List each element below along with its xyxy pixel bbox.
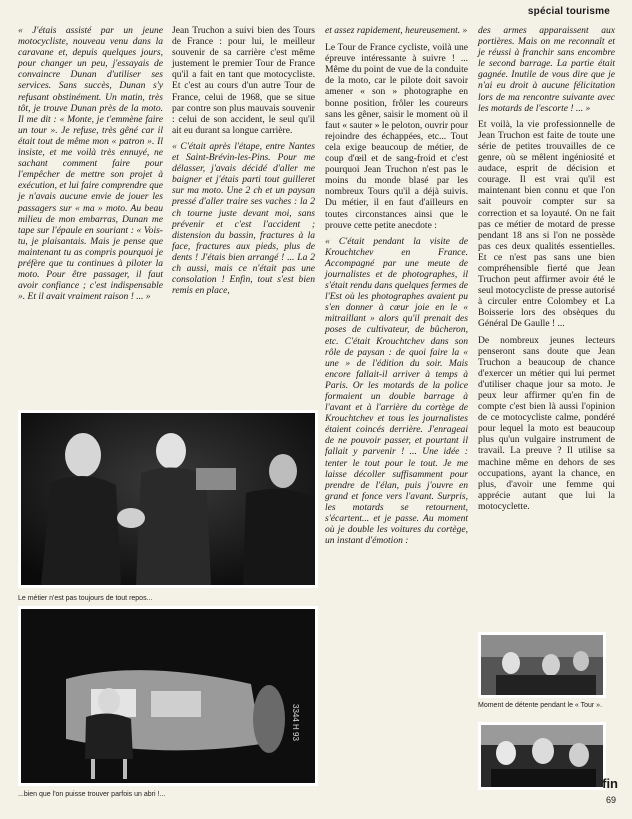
paragraph: Le Tour de France cycliste, voilà une épreuve intéressante à suivre ! ... Même du point de vue de la conduite de la moto, car le pilote doit savoir amener « son » photographe en bonne position, frôler les coureurs sans les gêner, saisir le moment où il faut « sauter » le peloton, ouvrir pour rejoindre des échappées, etc... Tout cela exige beaucoup de métier, de coup d'œil et de sang-froid et c'est pourquoi Jean Truchon n'est pas le moins du monde blasé par les nombreux Tours qu'il a déjà suivis. Du métier, il en faut d'ailleurs en toutes circonstances ainsi que le prouve cette petite anecdote : [325,42,468,231]
column-1 [18,25,163,307]
photo-group-smiling [478,722,606,790]
photo-overturned-car [18,606,318,786]
caption-photo-2: ...bien que l'on puisse trouver parfois un abri !... [18,791,166,798]
paragraph: De nombreux jeunes lecteurs penseront sans doute que Jean Truchon a beaucoup de chance d'exercer un métier qui lui permet d'utiliser chaque jour sa moto. Je peux leur affirmer qu'en fin de compte c'est bien là aussi l'opinion de ce motocycliste calme, pondéré pour lequel la moto est beaucoup plus qu'un vulgaire instrument de travail. La preuve ? Il utilise sa machine même en dehors de ses occupations, ayant la chance, en plus, d'avoir une femme qui apprécie autant que lui la motocyclette. [478,334,615,512]
section-header: spécial tourisme [527,6,610,17]
photo-relaxing-image [481,635,603,695]
photo-motorcyclists-image [21,413,315,585]
column-4 [478,25,615,517]
photo-group-smiling-image [481,725,603,787]
paragraph: Jean Truchon a suivi bien des Tours de France : pour lui, le meilleur souvenir de sa carrière c'est même justement le premier Tour de France qu'il a fait en tant que motocycliste. Et c'est au cours d'un autre Tour de France, celui de 1968, que se situe par contre son plus mauvais souvenir : celui de son accident, le seul qu'il ait eu durant sa longue carrière. [172,25,315,136]
paragraph: « J'étais assisté par un jeune motocycliste, nouveau venu dans la caravane et, depuis quelques jours, pour changer un peu, j'essayais de convaincre Dunan d'utiliser ses services. Sans succès, Dunan s'y refusant obstinément. Un matin, très tôt, je trouve Dunan près de la moto. Il me dit : « Monte, je t'emmène faire un tour ». Je refuse, très gêné car il était tout de même mon « patron ». Il insiste, et me voilà très ennuyé, ne sachant comment faire pour l'empêcher de mettre son projet à exécution, et lui faire comprendre que je n'avais aucune envie de jouer les passagers sur « ma » moto. Au beau milieu de mon embarras, Dunan me tape sur l'épaule en souriant : « Vois-tu, je plaisantais. Mais je pense que maintenant tu as compris pourquoi je préfère que tu continues à piloter la moto. Pour être passager, il faut avoir confiance ; c'est indispensable ». Et il avait vraiment raison ! ... » [18,25,163,303]
column-2 [172,25,315,301]
end-mark: fin [602,776,618,791]
photo-overturned-car-image [21,609,315,783]
paragraph: et assez rapidement, heureusement. » [325,25,468,36]
photo-motorcyclists [18,410,318,588]
column-3 [325,25,468,551]
caption-photo-3: Moment de détente pendant le « Tour ». [478,702,603,709]
page-number: 69 [605,795,616,805]
paragraph: « C'était pendant la visite de Krouchtchev en France. Accompagné par une meute de journalistes et de photographes, il s'était rendu dans quelques fermes de l'Est où les photographes avaient pu s'en donner à cœur joie en le « mitraillant » alors qu'il prenait des poses de cultivateur, de bûcheron, etc. C'était Krouchtchev dans son rôle de paysan : de quoi faire la « une » de l'édition du soir. Mais encore fallait-il arriver à temps à Paris. Or les motards de la police formaient un double barrage à l'avant et à l'arrière du cortège de Krouchtchev et tous les journalistes étaient coincés derrière. J'enrageai de ne pouvoir passer, et pourtant il fallait y parvenir ! ... Une idée : tenter le tout pour le tout. Je me laisse décoller suffisamment pour prendre de l'élan, puis j'ouvre en grand et fonce vers l'avant. Surpris, les motards se retournent, s'écartent... et je passe. Au moment où je double les voitures du cortège, un instant d'émotion : [325,235,469,547]
paragraph: Et voilà, la vie professionnelle de Jean Truchon est faite de toute une série de petites trouvailles de ce genre, où se mêlent ingéniosité et audace, esprit de décision et courage. Il est vrai qu'il est maintenant bien connu et que l'on sait pouvoir compter sur sa correction et sa loyauté. On ne fait pas ce métier de motard de presse pendant 18 ans si l'on ne possède pas ces deux qualités essentielles. Et ce n'est pas sans une bien compréhensible fierté que Jean Truchon peut affirmer avoir été le seul motocycliste de presse autorisé à circuler entre Colombey et La Boisserie lors des obsèques du Général De Gaulle ! ... [478,118,615,330]
paragraph: des armes apparaissent aux portières. Mais on me reconnaît et je réussi à franchir sans encombre le second barrage. La partie était gagnée. Inutile de vous dire que je n'ai eu droit à aucune félicitation lors de ma rencontre suivante avec les motards de l'escorte ! ... » [478,25,615,114]
photo-relaxing [478,632,606,698]
paragraph: « C'était après l'étape, entre Nantes et Saint-Brévin-les-Pins. Pour me délasser, j'avais décidé d'aller me baigner et j'étais parti tout guilleret sur ma moto. Une 2 ch et un paysan pressé d'aller traire ses vaches : la 2 ch tourne juste devant moi, sans prévenir et c'est l'accident ; distension du bassin, fractures à la face, fractures aux pieds, plus de dents ! J'étais bien arrangé ! ... La 2 ch aussi, mais ce n'était pas une consolation ! Enfin, tout s'est bien remis en place, [172,140,315,297]
caption-photo-1: Le métier n'est pas toujours de tout repos... [18,595,153,602]
license-plate: 3344 H 93 [291,704,300,741]
